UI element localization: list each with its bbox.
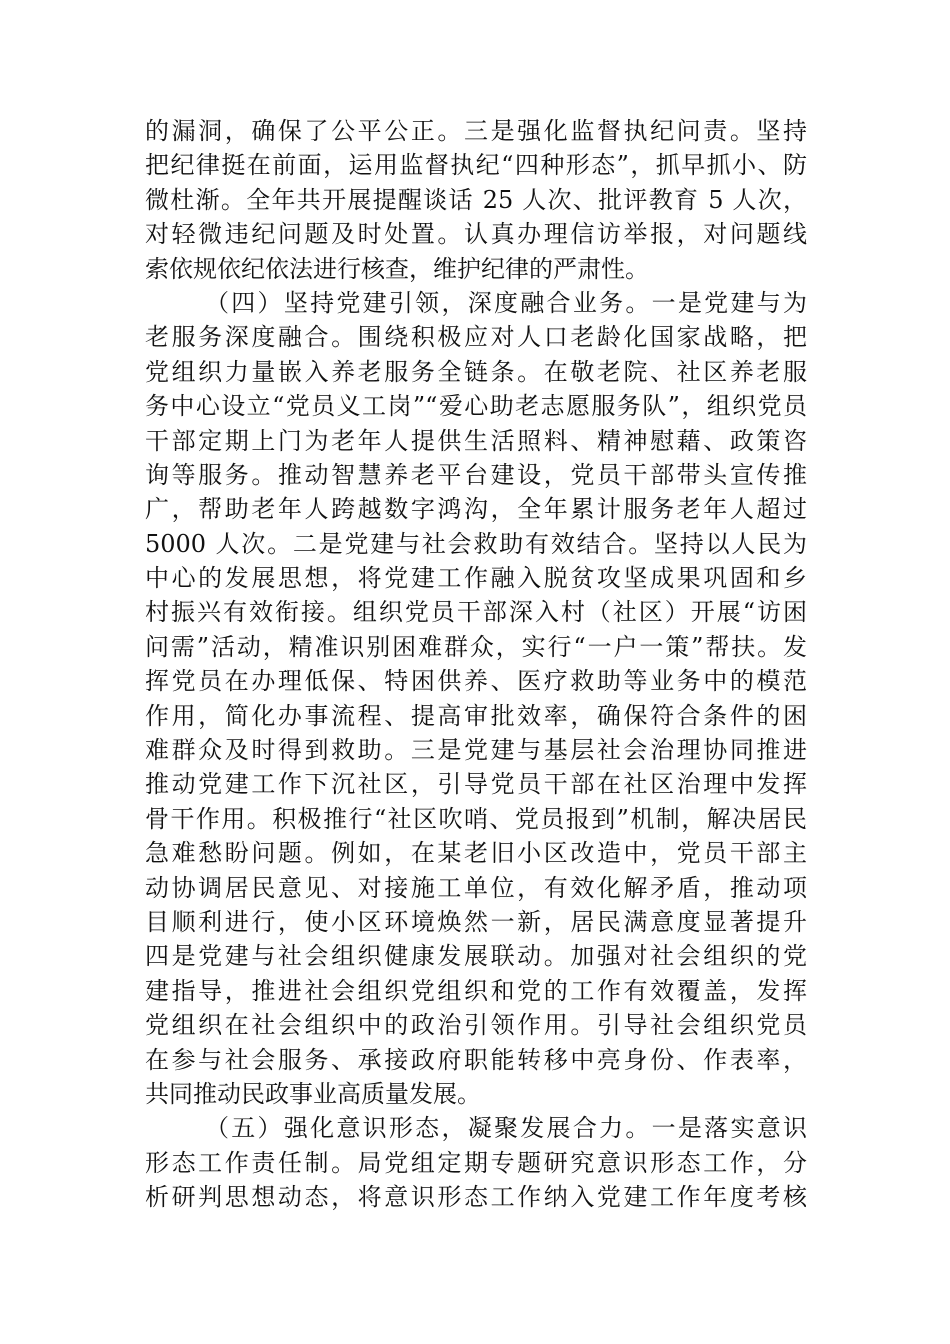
text-line: 共同推动民政事业高质量发展。	[145, 1079, 481, 1108]
text-line: 急难愁盼问题。例如，在某老旧小区改造中，党员干部主	[145, 839, 807, 868]
text-line: 务中心设立“党员义工岗”“爱心助老志愿服务队”，组织党员	[145, 392, 807, 421]
text-line: 推动党建工作下沉社区，引导党员干部在社区治理中发挥	[145, 770, 807, 799]
text-line: 骨干作用。积极推行“社区吹哨、党员报到”机制，解决居民	[145, 804, 807, 833]
text-line: 四是党建与社会组织健康发展联动。加强对社会组织的党	[145, 942, 807, 971]
text-line: 微杜渐。全年共开展提醒谈话 25 人次、批评教育 5 人次，	[145, 185, 807, 214]
text-line: 干部定期上门为老年人提供生活照料、精神慰藉、政策咨	[145, 426, 807, 455]
text-line: 作用，简化办事流程、提高审批效率，确保符合条件的困	[145, 701, 807, 730]
text-line: 形态工作责任制。局党组定期专题研究意识形态工作，分	[145, 1148, 807, 1177]
text-line: 老服务深度融合。围绕积极应对人口老龄化国家战略，把	[145, 323, 807, 352]
text-line: 问需”活动，精准识别困难群众，实行“一户一策”帮扶。发	[145, 632, 807, 661]
text-line: 动协调居民意见、对接施工单位，有效化解矛盾，推动项	[145, 873, 807, 902]
text-line: 索依规依纪依法进行核查，维护纪律的严肃性。	[145, 254, 649, 283]
text-line: 村振兴有效衔接。组织党员干部深入村（社区）开展“访困	[145, 598, 807, 627]
text-line: 党组织在社会组织中的政治引领作用。引导社会组织党员	[145, 1011, 807, 1040]
text-line: 询等服务。推动智慧养老平台建设，党员干部带头宣传推	[145, 460, 807, 489]
text-line: 党组织力量嵌入养老服务全链条。在敬老院、社区养老服	[145, 357, 807, 386]
text-line: 建指导，推进社会组织党组织和党的工作有效覆盖，发挥	[145, 976, 807, 1005]
text-line: 广，帮助老年人跨越数字鸿沟，全年累计服务老年人超过	[145, 495, 807, 524]
text-line: 析研判思想动态，将意识形态工作纳入党建工作年度考核	[145, 1183, 807, 1212]
body-text	[145, 114, 807, 1215]
text-line: 的漏洞，确保了公平公正。三是强化监督执纪问责。坚持	[145, 117, 807, 145]
text-line: 挥党员在办理低保、特困供养、医疗救助等业务中的模范	[145, 667, 807, 696]
paragraph-start-line: （五）强化意识形态，凝聚发展合力。一是落实意识	[205, 1114, 807, 1143]
text-line: 对轻微违纪问题及时处置。认真办理信访举报，对问题线	[145, 220, 807, 249]
text-line: 把纪律挺在前面，运用监督执纪“四种形态”，抓早抓小、防	[145, 151, 807, 180]
text-line: 在参与社会服务、承接政府职能转移中亮身份、作表率，	[145, 1045, 807, 1074]
paragraph-start-line: （四）坚持党建引领，深度融合业务。一是党建与为	[205, 288, 807, 317]
text-line: 目顺利进行，使小区环境焕然一新，居民满意度显著提升	[145, 907, 807, 936]
text-line: 5000 人次。二是党建与社会救助有效结合。坚持以人民为	[145, 529, 807, 558]
text-line: 中心的发展思想，将党建工作融入脱贫攻坚成果巩固和乡	[145, 564, 807, 593]
text-line: 难群众及时得到救助。三是党建与基层社会治理协同推进	[145, 736, 807, 765]
